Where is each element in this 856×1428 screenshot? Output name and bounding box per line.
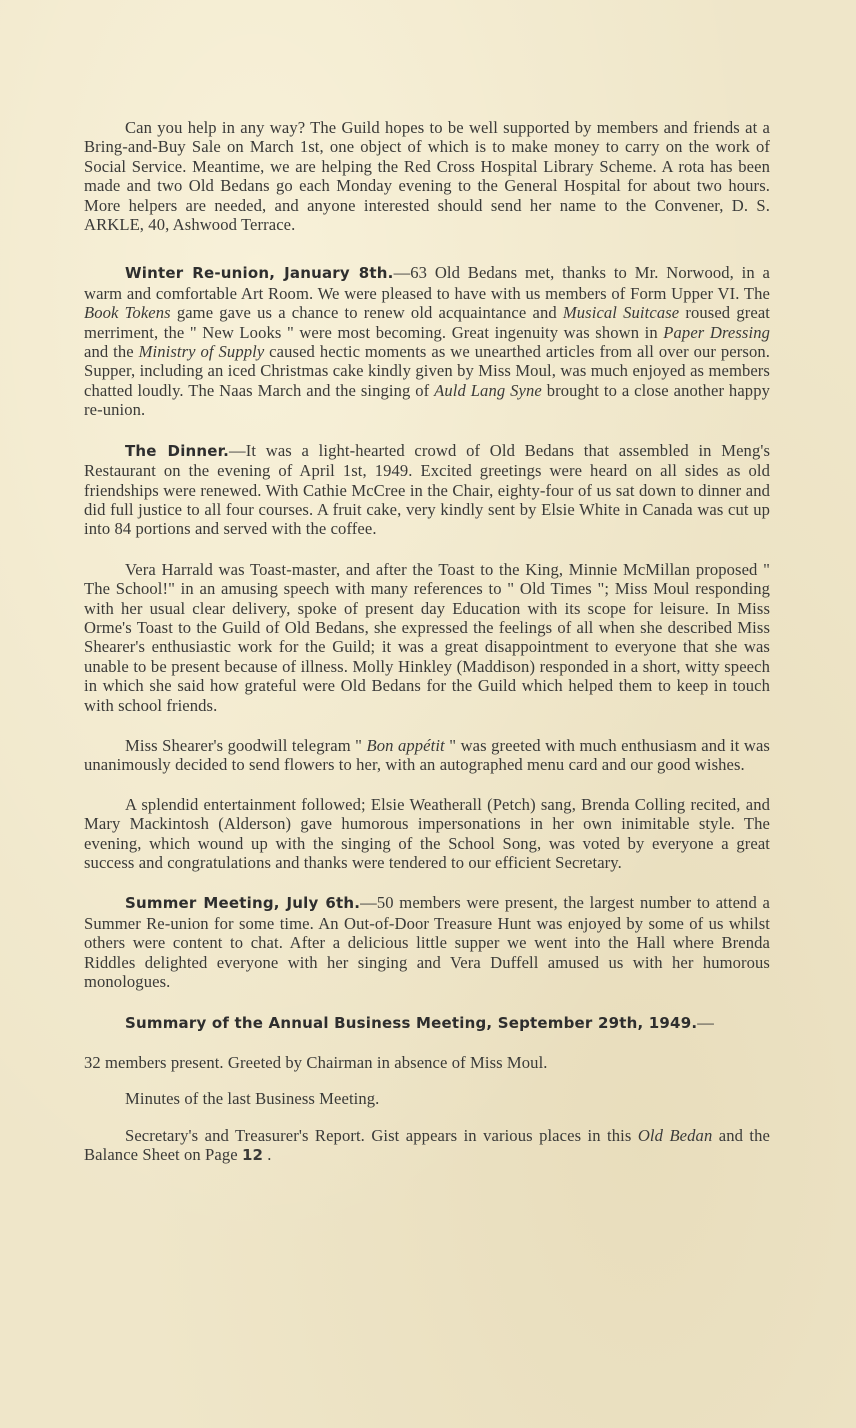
summary-members-text: 32 members present. Greeted by Chairman in absence of Miss Moul. — [84, 1052, 548, 1072]
winter-italic-ministry-of-supply: Ministry of Supply — [138, 342, 265, 362]
summer-meeting-paragraph — [84, 893, 770, 991]
guild-text: Can you help in any way? The Guild hopes to be well supported by members and friends at a Bring-and-Buy Sale on March 1st, one object of which is to make money to carry on the work of Social Service. Meantime, we are helping the Red Cross Hospital Library Scheme. A rota has been made and two Old Bedans go each Monday evening to the General Hospital for about two hours. More helpers are needed, and anyone interested should send her name to the Convener, D. S. ARKLE, 40, Ashwood Terrace. — [84, 118, 770, 235]
winter-text-2: game gave us a chance to renew old acquaintance and — [170, 303, 563, 323]
dinner-toasts-paragraph — [84, 560, 770, 715]
summary-reports-paragraph — [84, 1126, 770, 1166]
winter-text-1: —63 Old Bedans met, thanks to Mr. Norwood, in a warm and comfortable Art Room. We were pleased to have with us members of Form Upper VI. The — [84, 263, 770, 303]
winter-reunion-paragraph — [84, 263, 770, 419]
summer-meeting-heading: Summer Meeting, July 6th. — [125, 894, 361, 913]
summary-heading-dash: — — [697, 1013, 714, 1033]
shearer-text-1: Miss Shearer's goodwill telegram " — [125, 735, 367, 755]
summary-members-line — [84, 1053, 770, 1072]
summary-page-reference: 12 — [241, 1146, 264, 1165]
guild-paragraph — [84, 118, 770, 234]
winter-italic-auld-lang-syne: Auld Lang Syne — [434, 380, 542, 400]
winter-italic-paper-dressing: Paper Dressing — [663, 322, 770, 342]
winter-text-4: and the — [84, 342, 139, 362]
shearer-italic-bon-appetit: Bon appétit — [366, 735, 445, 755]
winter-text-6: brought to a close another happy re-union. — [84, 380, 770, 420]
winter-text-3: roused great merriment, the " New Looks " were most becoming. Great ingenuity was shown in — [84, 303, 770, 342]
dinner-paragraph — [84, 441, 770, 539]
winter-reunion-heading: Winter Re-union, January 8th. — [125, 264, 394, 283]
winter-italic-book-tokens: Book Tokens — [84, 303, 171, 323]
summary-reports-text-1: Secretary's and Treasurer's Report. Gist appears in various places in this — [125, 1125, 638, 1145]
winter-text-5: caused hectic moments as we unearthed articles from all over our person. Supper, including an iced Christmas cake kindly given by Miss Moul, was much enjoyed as members chatted loudly. The Naas March and the singing of — [84, 342, 770, 400]
summary-reports-text-2: and the Balance Sheet on Page — [84, 1125, 770, 1165]
summary-minutes-text: Minutes of the last Business Meeting. — [125, 1089, 380, 1109]
entertainment-paragraph — [84, 795, 770, 873]
winter-italic-musical-suitcase: Musical Suitcase — [562, 303, 680, 323]
summary-heading: Summary of the Annual Business Meeting, September 29th, 1949. — [125, 1014, 698, 1033]
dinner-text: —It was a light-hearted crowd of Old Bedans that assembled in Meng's Restaurant on the evening of April 1st, 1949. Excited greetings were heard on all sides as old friendships were renewed. With Cathie McCree in the Chair, eighty-four of us sat down to dinner and did full justice to all four courses. A fruit cake, very kindly sent by Elsie White in Canada was cut up into 84 portions and served with the coffee. — [84, 440, 770, 539]
shearer-text-2: " was greeted with much enthusiasm and it was unanimously decided to send flowers to her, with an autographed menu card and our good wishes. — [84, 735, 770, 775]
entertainment-text: A splendid entertainment followed; Elsie Weatherall (Petch) sang, Brenda Colling recited, and Mary Mackintosh (Alderson) gave humorous impersonations in her own inimitable style. The evening, which wound up with the singing of the School Song, was voted by everyone a great success and congratulations and thanks were tendered to our efficient Secretary. — [84, 794, 770, 872]
summary-italic-old-bedan: Old Bedan — [637, 1125, 713, 1145]
dinner-heading: The Dinner. — [125, 441, 230, 460]
shearer-telegram-paragraph — [84, 736, 770, 775]
summary-minutes-line — [84, 1089, 770, 1108]
summary-reports-end: . — [263, 1145, 272, 1165]
summary-heading-line — [84, 1013, 770, 1033]
dinner-toasts-text: Vera Harrald was Toast-master, and after the Toast to the King, Minnie McMillan proposed " The School!" in an amusing speech with many references to " Old Times "; Miss Moul responding with her usual clear delivery, spoke of present day Education with its scope for leisure. In Miss Orme's Toast to the Guild of Old Bedans, she expressed the feelings of all when she described Miss Shearer's enthusiastic work for the Guild; it was a great disappointment to everyone that she was unable to be present because of illness. Molly Hinkley (Maddison) responded in a short, witty speech in which she said how grateful were Old Bedans for the Guild which helped them to keep in touch with school friends. — [84, 559, 770, 715]
summer-meeting-text: —50 members were present, the largest number to attend a Summer Re-union for some time. An Out-of-Door Treasure Hunt was enjoyed by some of us whilst others were content to chat. After a delicious little supper we went into the Hall where Brenda Riddles delighted everyone with her singing and Vera Duffell amused us with her humorous monologues. — [84, 893, 770, 992]
